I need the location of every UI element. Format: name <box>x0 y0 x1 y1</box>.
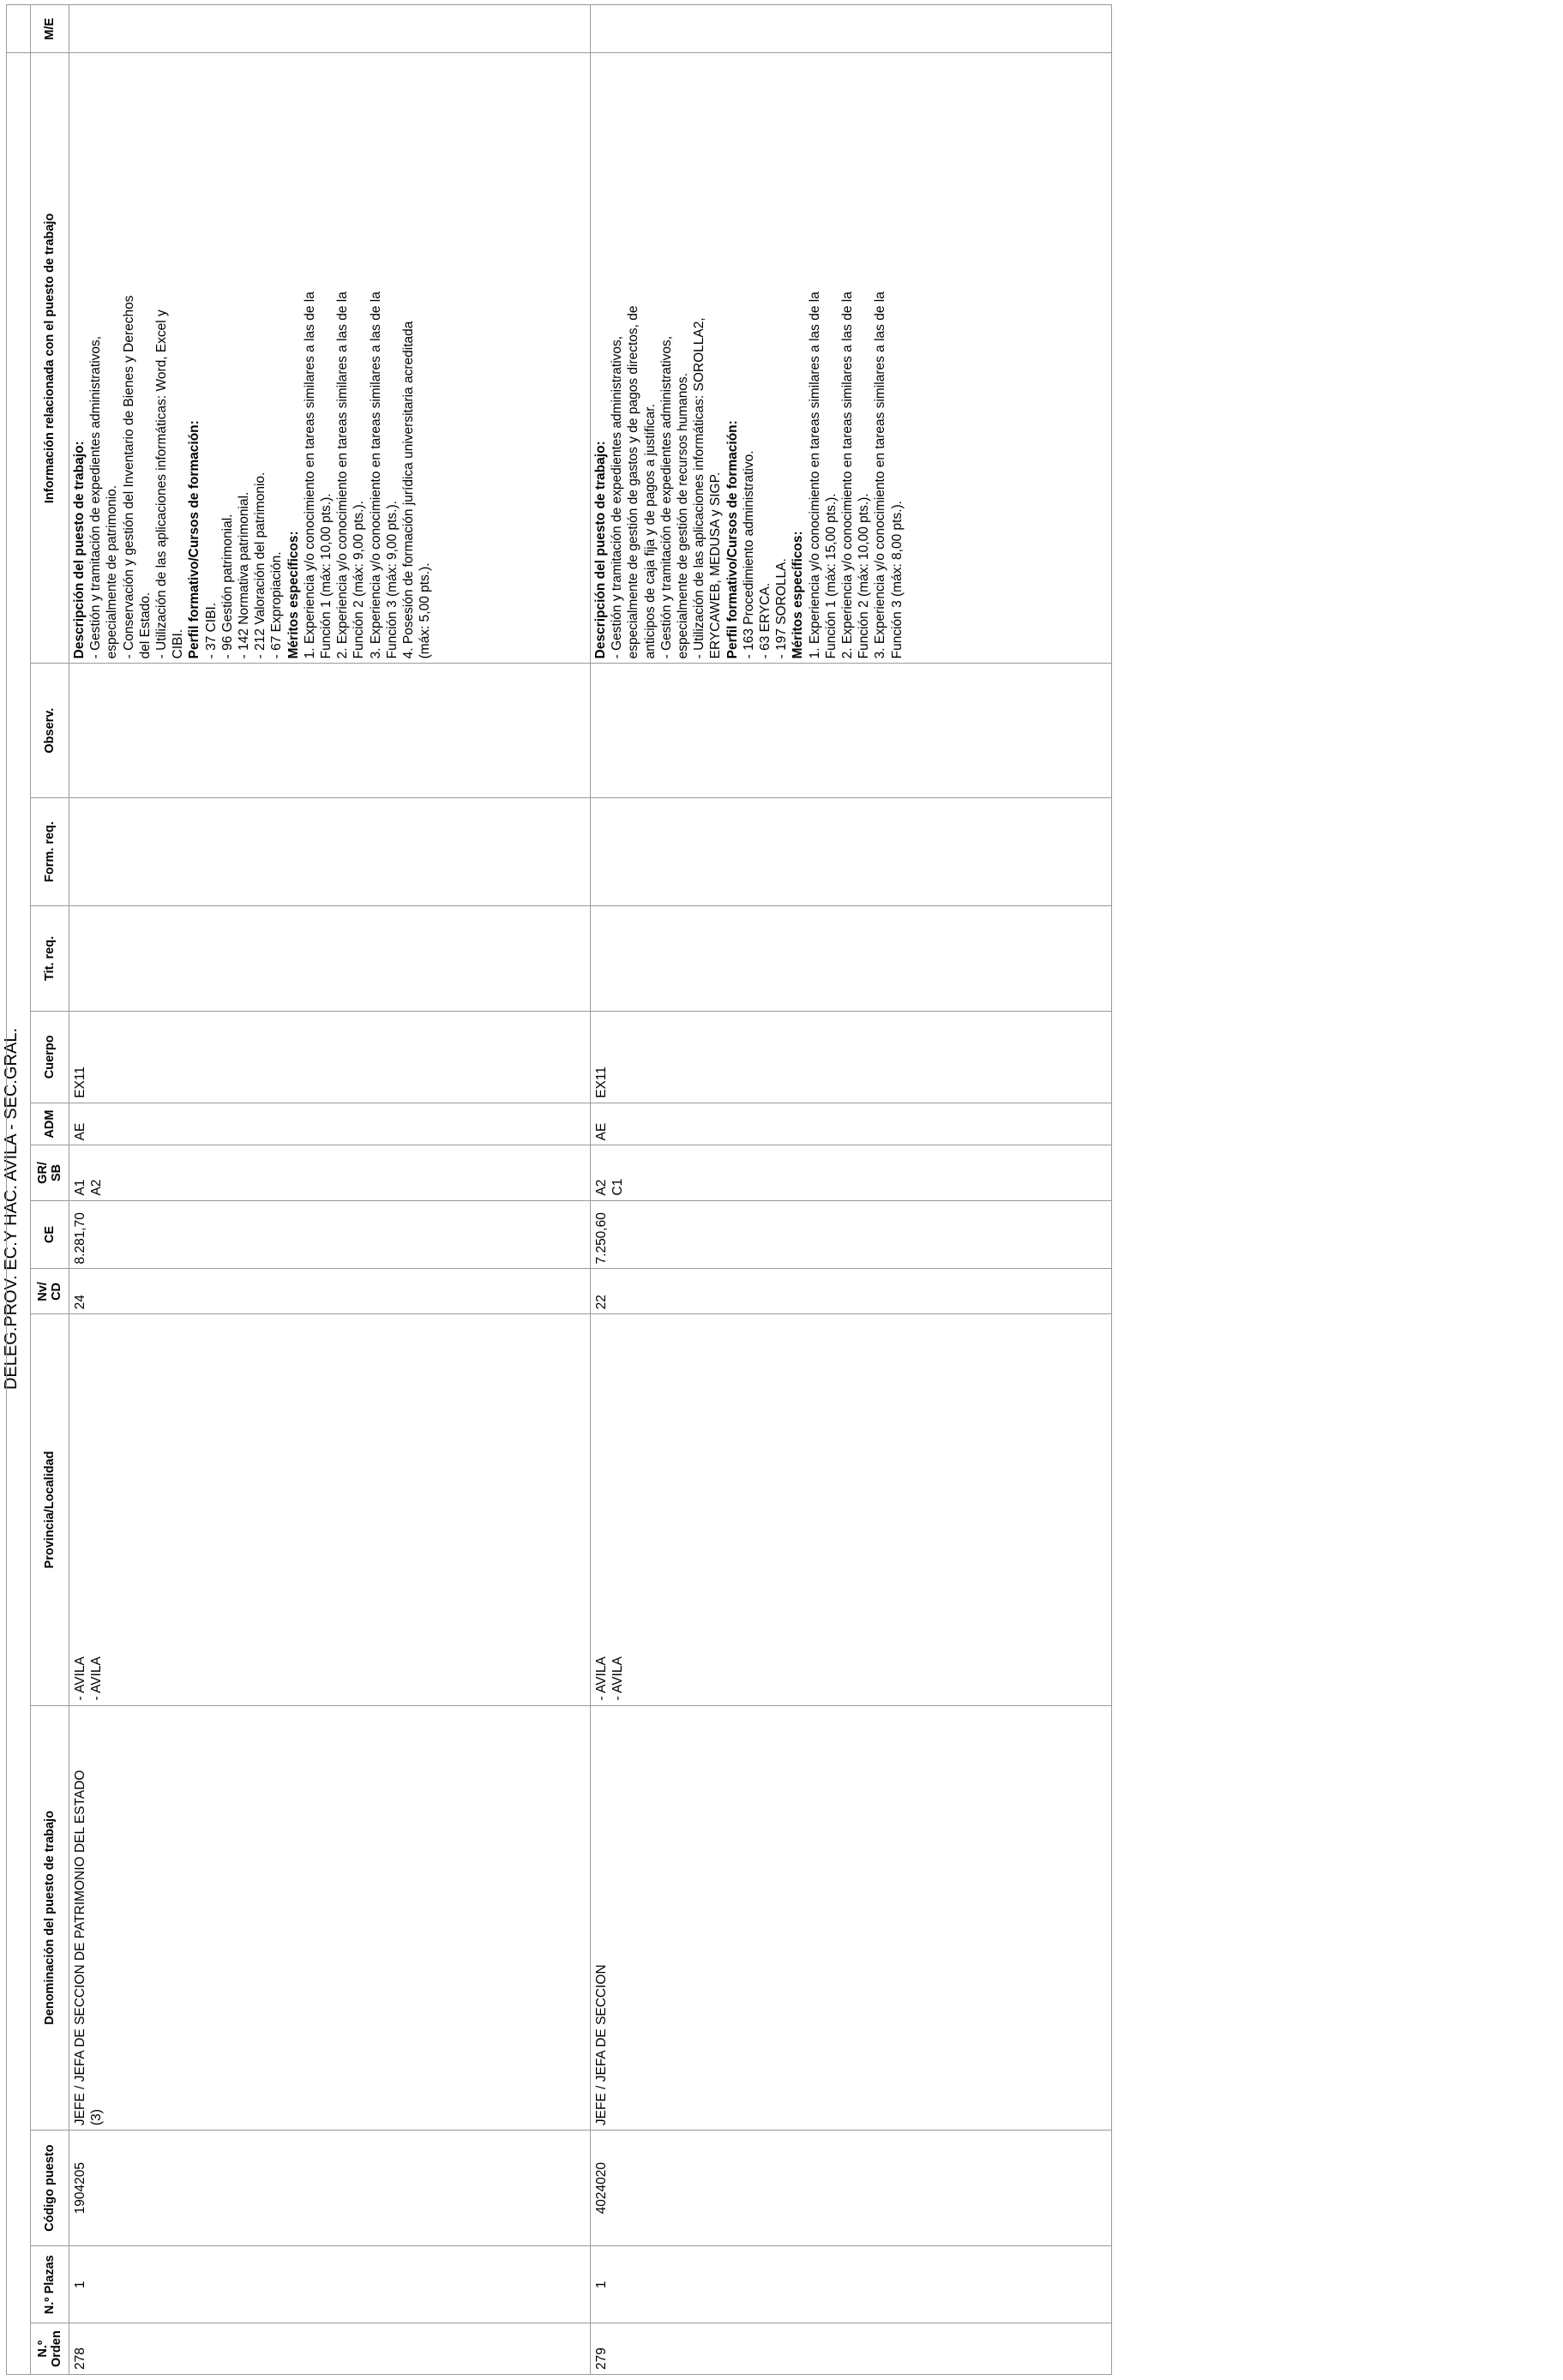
perfil-text: - 37 CIBI. - 96 Gestión patrimonial. - 142 Normativa patrimonial. - 212 Valoración del patrimonio. - 67 Expropiación. <box>203 472 285 659</box>
cell-info <box>591 53 1112 664</box>
meritos-title: Méritos específicos: <box>286 531 301 659</box>
header-provincia: Provincia/Localidad <box>31 1314 69 1705</box>
page-heading: DELEG.PROV. EC.Y HAC. AVILA - SEC.GRAL. <box>2 1028 21 1391</box>
table-row <box>69 5 591 2375</box>
spacer-cell <box>7 5 31 53</box>
header-tit: Tit. req. <box>31 906 69 1012</box>
cell-orden: 279 <box>591 2323 1112 2375</box>
cell-adm: AE <box>591 1103 1112 1145</box>
cell-ce: 7.250,60 <box>591 1200 1112 1269</box>
cell-observ <box>69 664 591 798</box>
cell-denominacion: JEFE / JEFA DE SECCION <box>591 1705 1112 2131</box>
cell-gr: A2 C1 <box>591 1145 1112 1200</box>
header-cuerpo: Cuerpo <box>31 1011 69 1103</box>
cell-orden: 278 <box>69 2323 591 2375</box>
header-plazas: N.º Plazas <box>31 2246 69 2323</box>
header-info: Información relacionada con el puesto de trabajo <box>31 53 69 664</box>
desc-title: Descripción del puesto de trabajo: <box>593 441 608 659</box>
perfil-title: Perfil formativo/Cursos de formación: <box>187 420 202 659</box>
desc-title: Descripción del puesto de trabajo: <box>72 441 87 659</box>
cell-me <box>69 5 591 53</box>
desc-text: - Gestión y tramitación de expedientes administrativos, especialmente de patrimonio. - Conservación y gestión del Inventario de Bienes y Derechos del Estado. - Utilización de las aplicaciones informáticas: Word, Excel y CIBI. <box>88 295 186 659</box>
header-adm: ADM <box>31 1103 69 1145</box>
cell-tit <box>591 906 1112 1012</box>
header-observ: Observ. <box>31 664 69 798</box>
spacer-cell <box>7 53 31 2375</box>
cell-nivel: 22 <box>591 1269 1112 1314</box>
header-nivel: Nv/ CD <box>31 1269 69 1314</box>
cell-ce: 8.281,70 <box>69 1200 591 1269</box>
positions-table <box>6 4 1112 2375</box>
cell-info <box>69 53 591 664</box>
perfil-text: - 163 Procedimiento administrativo. - 63 ERYCA. - 197 SOROLLA. <box>741 450 790 659</box>
cell-codigo: 1904205 <box>69 2131 591 2246</box>
header-denominacion: Denominación del puesto de trabajo <box>31 1705 69 2131</box>
header-me: M/E <box>31 5 69 53</box>
cell-adm: AE <box>69 1103 591 1145</box>
meritos-text: 1. Experiencia y/o conocimiento en tareas similares a las de la Función 1 (máx: 10,00 pts.). 2. Experiencia y/o conocimiento en tareas similares a las de la Función 2 (máx: 9,00 pts.). 3. Experiencia y/o conocimiento en tareas similares a las de la Función 3 (máx: 9,00 pts.). 4. Posesión de formación jurídica universitaria acreditada (máx: 5,00 pts.). <box>302 291 433 659</box>
cell-provincia: - AVILA - AVILA <box>69 1314 591 1705</box>
meritos-text: 1. Experiencia y/o conocimiento en tareas similares a las de la Función 1 (máx: 15,00 pts.). 2. Experiencia y/o conocimiento en tareas similares a las de la Función 2 (máx: 10,00 pts.). 3. Experiencia y/o conocimiento en tareas similares a las de la Función 3 (máx: 8,00 pts.). <box>807 291 905 659</box>
header-row <box>31 5 69 2375</box>
cell-form <box>69 797 591 905</box>
header-ce: CE <box>31 1200 69 1269</box>
cell-nivel: 24 <box>69 1269 591 1314</box>
desc-text: - Gestión y tramitación de expedientes administrativos, especialmente de gestión de gastos y de pagos directos, de anticipos de caja fija y de pagos a justificar. - Gestión y tramitación de expedientes administrativos, especialmente de gestión de recursos humanos. - Utilización de las aplicaciones informáticas: SOROLLA2, ERYCAWEB, MEDUSA y SIGP. <box>610 305 724 659</box>
cell-gr: A1 A2 <box>69 1145 591 1200</box>
cell-provincia: - AVILA - AVILA <box>591 1314 1112 1705</box>
header-form: Form. req. <box>31 797 69 905</box>
perfil-title: Perfil formativo/Cursos de formación: <box>724 420 740 659</box>
cell-me <box>591 5 1112 53</box>
cell-tit <box>69 906 591 1012</box>
header-codigo: Código puesto <box>31 2131 69 2246</box>
cell-plazas: 1 <box>591 2246 1112 2323</box>
header-gr: GR/ SB <box>31 1145 69 1200</box>
table-row <box>591 5 1112 2375</box>
meritos-title: Méritos específicos: <box>791 531 806 659</box>
cell-plazas: 1 <box>69 2246 591 2323</box>
cell-denominacion: JEFE / JEFA DE SECCION DE PATRIMONIO DEL ESTADO (3) <box>69 1705 591 2131</box>
header-orden: N.º Orden <box>31 2323 69 2375</box>
cell-form <box>591 797 1112 905</box>
cell-observ <box>591 664 1112 798</box>
top-spacer-row <box>7 5 31 2375</box>
cell-cuerpo: EX11 <box>591 1011 1112 1103</box>
cell-codigo: 4024020 <box>591 2131 1112 2246</box>
cell-cuerpo: EX11 <box>69 1011 591 1103</box>
